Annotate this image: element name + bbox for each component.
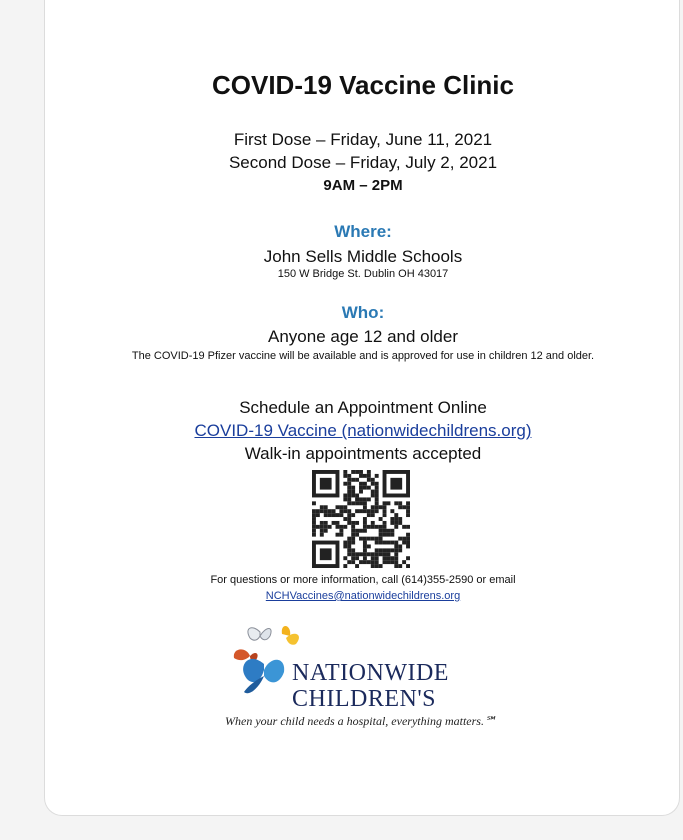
where-heading: Where: (334, 222, 392, 241)
location-address: 150 W Bridge St. Dublin OH 43017 (277, 268, 449, 280)
eligibility-note: The COVID-19 Pfizer vaccine will be available and is approved for use in children 12 and older. (131, 350, 595, 362)
flyer-title: COVID-19 Vaccine Clinic (211, 70, 514, 100)
butterfly-blue-icon (243, 659, 284, 693)
who-heading: Who: (341, 303, 385, 322)
flyer-card (44, 0, 680, 816)
location-name: John Sells Middle Schools (263, 247, 463, 266)
schedule-text: Schedule an Appointment Online (239, 398, 487, 417)
butterfly-white-icon (248, 628, 271, 640)
walkin-text: Walk-in appointments accepted (244, 444, 482, 463)
contact-email-link[interactable]: NCHVaccines@nationwidechildrens.org (265, 590, 461, 602)
brand-tagline: When your child needs a hospital, everything matters.℠ (225, 714, 497, 728)
brand-name-line1: NATIONWIDE (292, 660, 449, 686)
first-dose-date: First Dose – Friday, June 11, 2021 (233, 130, 493, 149)
qr-code[interactable] (312, 470, 410, 568)
contact-text: For questions or more information, call (614)355-2590 or email (210, 574, 516, 586)
eligibility: Anyone age 12 and older (268, 327, 458, 346)
brand-name-line2: CHILDREN'S (292, 686, 436, 712)
second-dose-date: Second Dose – Friday, July 2, 2021 (228, 153, 498, 172)
clinic-hours: 9AM – 2PM (323, 177, 403, 194)
schedule-link[interactable]: COVID-19 Vaccine (nationwidechildrens.org) (194, 421, 532, 440)
butterfly-yellow-icon (282, 626, 299, 645)
